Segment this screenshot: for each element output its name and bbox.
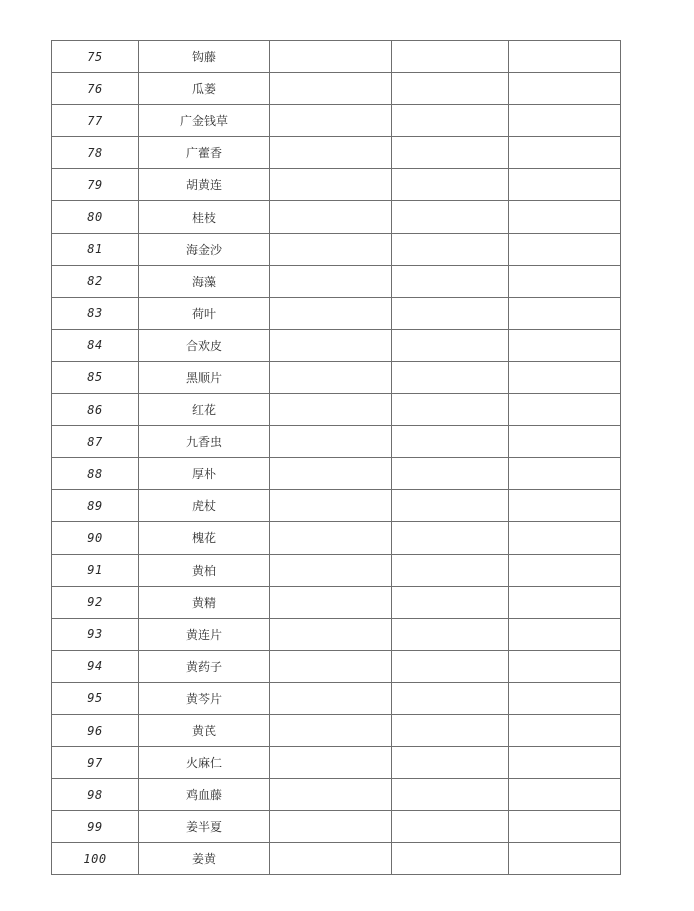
row-number: 84 (52, 329, 139, 361)
table-row (52, 41, 621, 73)
empty-cell (509, 650, 621, 682)
empty-cell (392, 682, 509, 714)
herb-name: 桂枝 (139, 201, 270, 233)
table-row (52, 201, 621, 233)
herb-name: 火麻仁 (139, 747, 270, 779)
empty-cell (392, 779, 509, 811)
empty-cell (270, 297, 392, 329)
empty-cell (270, 490, 392, 522)
herb-name: 鸡血藤 (139, 779, 270, 811)
table-body (52, 41, 621, 875)
empty-cell (392, 105, 509, 137)
table-row (52, 586, 621, 618)
herb-name: 黄精 (139, 586, 270, 618)
empty-cell (392, 650, 509, 682)
herb-name: 荷叶 (139, 297, 270, 329)
empty-cell (392, 811, 509, 843)
empty-cell (270, 618, 392, 650)
empty-cell (392, 394, 509, 426)
empty-cell (509, 714, 621, 746)
empty-cell (270, 361, 392, 393)
herb-list-table (51, 40, 621, 875)
empty-cell (509, 522, 621, 554)
table-row (52, 650, 621, 682)
empty-cell (270, 747, 392, 779)
row-number: 81 (52, 233, 139, 265)
empty-cell (270, 554, 392, 586)
empty-cell (509, 233, 621, 265)
row-number: 97 (52, 747, 139, 779)
empty-cell (270, 201, 392, 233)
empty-cell (392, 714, 509, 746)
row-number: 90 (52, 522, 139, 554)
empty-cell (509, 426, 621, 458)
herb-name: 海藻 (139, 265, 270, 297)
herb-name: 钩藤 (139, 41, 270, 73)
table-row (52, 522, 621, 554)
empty-cell (392, 618, 509, 650)
empty-cell (509, 73, 621, 105)
row-number: 85 (52, 361, 139, 393)
empty-cell (509, 105, 621, 137)
empty-cell (270, 426, 392, 458)
empty-cell (509, 201, 621, 233)
empty-cell (270, 586, 392, 618)
table-row (52, 458, 621, 490)
empty-cell (270, 682, 392, 714)
empty-cell (509, 169, 621, 201)
empty-cell (392, 233, 509, 265)
herb-name: 海金沙 (139, 233, 270, 265)
empty-cell (270, 779, 392, 811)
empty-cell (509, 458, 621, 490)
table-row (52, 73, 621, 105)
herb-name: 黄柏 (139, 554, 270, 586)
herb-name: 黄药子 (139, 650, 270, 682)
empty-cell (270, 73, 392, 105)
empty-cell (270, 41, 392, 73)
herb-name: 合欢皮 (139, 329, 270, 361)
table-row (52, 361, 621, 393)
row-number: 94 (52, 650, 139, 682)
row-number: 75 (52, 41, 139, 73)
table-row (52, 233, 621, 265)
empty-cell (509, 329, 621, 361)
empty-cell (392, 586, 509, 618)
row-number: 87 (52, 426, 139, 458)
empty-cell (392, 297, 509, 329)
herb-name: 红花 (139, 394, 270, 426)
empty-cell (392, 843, 509, 875)
table-row (52, 426, 621, 458)
empty-cell (270, 169, 392, 201)
empty-cell (392, 73, 509, 105)
herb-name: 广金钱草 (139, 105, 270, 137)
empty-cell (392, 361, 509, 393)
herb-name: 黄芪 (139, 714, 270, 746)
row-number: 88 (52, 458, 139, 490)
herb-name: 黄芩片 (139, 682, 270, 714)
row-number: 98 (52, 779, 139, 811)
empty-cell (509, 137, 621, 169)
herb-name: 黄连片 (139, 618, 270, 650)
empty-cell (270, 394, 392, 426)
table-row (52, 105, 621, 137)
empty-cell (392, 137, 509, 169)
empty-cell (509, 682, 621, 714)
row-number: 76 (52, 73, 139, 105)
table-row (52, 554, 621, 586)
empty-cell (270, 265, 392, 297)
empty-cell (270, 329, 392, 361)
herb-name: 九香虫 (139, 426, 270, 458)
empty-cell (392, 169, 509, 201)
row-number: 79 (52, 169, 139, 201)
row-number: 92 (52, 586, 139, 618)
herb-name: 广藿香 (139, 137, 270, 169)
empty-cell (270, 714, 392, 746)
empty-cell (509, 41, 621, 73)
herb-name: 槐花 (139, 522, 270, 554)
row-number: 86 (52, 394, 139, 426)
empty-cell (509, 554, 621, 586)
table-row (52, 169, 621, 201)
empty-cell (270, 233, 392, 265)
row-number: 80 (52, 201, 139, 233)
document-page (51, 40, 620, 875)
table-row (52, 394, 621, 426)
empty-cell (509, 811, 621, 843)
row-number: 82 (52, 265, 139, 297)
table-row (52, 490, 621, 522)
row-number: 83 (52, 297, 139, 329)
table-row (52, 329, 621, 361)
herb-name: 厚朴 (139, 458, 270, 490)
empty-cell (392, 522, 509, 554)
table-row (52, 297, 621, 329)
table-row (52, 779, 621, 811)
empty-cell (270, 650, 392, 682)
row-number: 91 (52, 554, 139, 586)
herb-name: 姜半夏 (139, 811, 270, 843)
empty-cell (509, 297, 621, 329)
herb-name: 瓜蒌 (139, 73, 270, 105)
empty-cell (509, 265, 621, 297)
table-row (52, 137, 621, 169)
row-number: 78 (52, 137, 139, 169)
row-number: 77 (52, 105, 139, 137)
empty-cell (509, 394, 621, 426)
herb-name: 黑顺片 (139, 361, 270, 393)
row-number: 99 (52, 811, 139, 843)
empty-cell (392, 201, 509, 233)
empty-cell (392, 458, 509, 490)
empty-cell (392, 329, 509, 361)
empty-cell (270, 458, 392, 490)
row-number: 96 (52, 714, 139, 746)
row-number: 89 (52, 490, 139, 522)
table-row (52, 811, 621, 843)
empty-cell (509, 490, 621, 522)
empty-cell (392, 490, 509, 522)
empty-cell (270, 811, 392, 843)
row-number: 100 (52, 843, 139, 875)
table-row (52, 747, 621, 779)
table-row (52, 682, 621, 714)
empty-cell (270, 522, 392, 554)
empty-cell (392, 747, 509, 779)
empty-cell (270, 137, 392, 169)
table-row (52, 265, 621, 297)
table-row (52, 714, 621, 746)
empty-cell (392, 426, 509, 458)
row-number: 95 (52, 682, 139, 714)
empty-cell (270, 843, 392, 875)
herb-name: 胡黄连 (139, 169, 270, 201)
empty-cell (509, 779, 621, 811)
table-row (52, 843, 621, 875)
herb-name: 虎杖 (139, 490, 270, 522)
empty-cell (392, 265, 509, 297)
empty-cell (392, 554, 509, 586)
empty-cell (509, 586, 621, 618)
herb-name: 姜黄 (139, 843, 270, 875)
empty-cell (509, 361, 621, 393)
table-row (52, 618, 621, 650)
empty-cell (509, 618, 621, 650)
row-number: 93 (52, 618, 139, 650)
empty-cell (509, 843, 621, 875)
empty-cell (270, 105, 392, 137)
empty-cell (392, 41, 509, 73)
empty-cell (509, 747, 621, 779)
